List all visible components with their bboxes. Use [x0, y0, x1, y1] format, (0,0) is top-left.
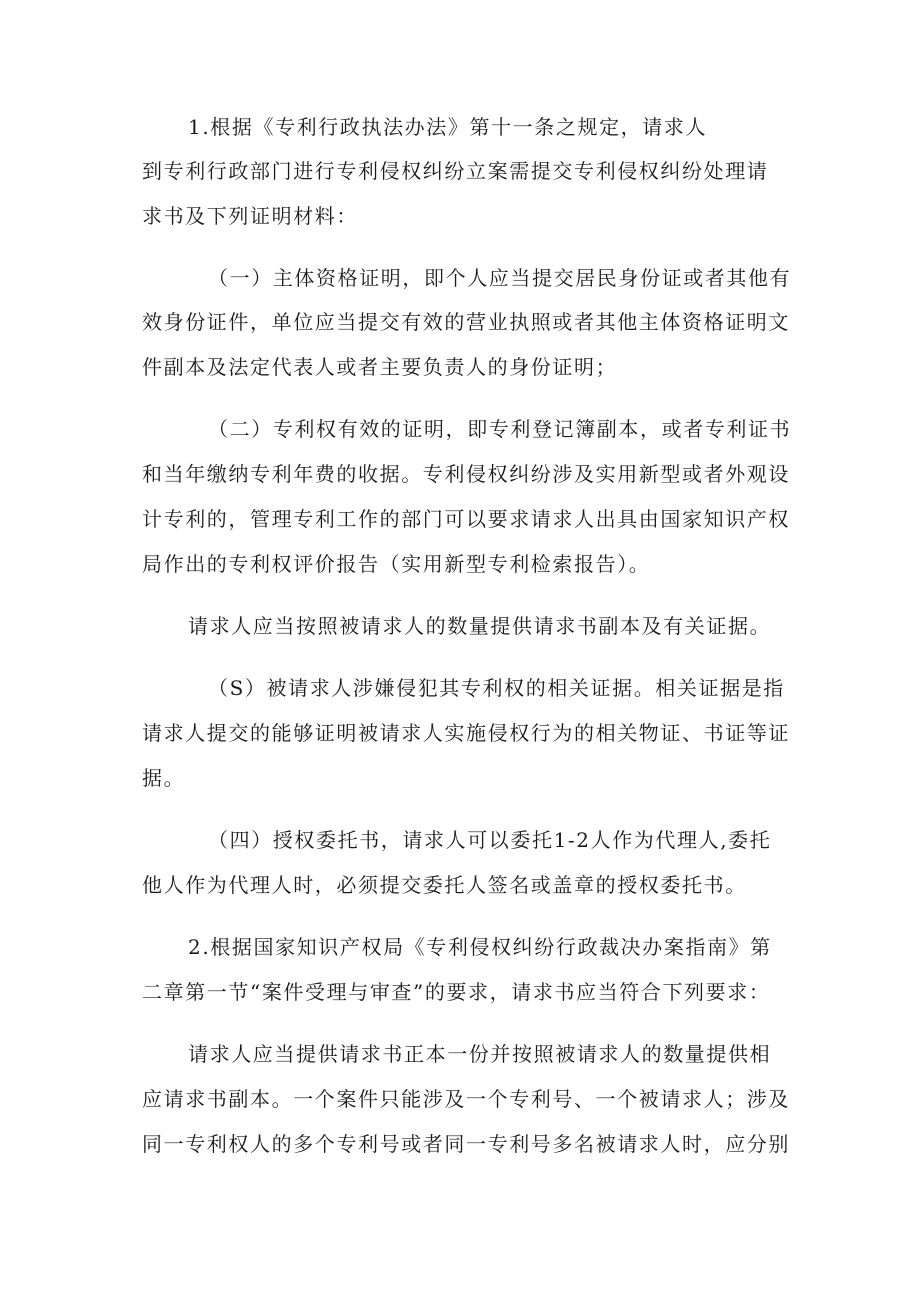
- paragraph-1-line-2: 到专利行政部门进行专利侵权纠纷立案需提交专利侵权纠纷处理请: [142, 159, 769, 183]
- paragraph-1-line-1: 1.根据《专利行政执法办法》第十一条之规定，请求人: [188, 115, 708, 139]
- paragraph-6-line-2: 他人作为代理人时，必须提交委托人签名或盖章的授权委托书。: [142, 873, 747, 897]
- paragraph-4-line-1: 请求人应当按照被请求人的数量提供请求书副本及有关证据。: [188, 614, 772, 638]
- paragraph-7-line-1: 2.根据国家知识产权局《专利侵权纠纷行政裁决办案指南》第: [188, 935, 772, 959]
- paragraph-8-line-3: 同一专利权人的多个专利号或者同一专利号多名被请求人时，应分别: [142, 1132, 790, 1156]
- paragraph-5-line-1: （S）被请求人涉嫌侵犯其专利权的相关证据。相关证据是指: [208, 676, 785, 700]
- paragraph-8-line-2: 应请求书副本。一个案件只能涉及一个专利号、一个被请求人；涉及: [142, 1087, 790, 1111]
- paragraph-2-line-1: （一）主体资格证明，即个人应当提交居民身份证或者其他有: [208, 266, 792, 290]
- paragraph-5-line-3: 据。: [142, 766, 186, 790]
- paragraph-8-line-1: 请求人应当提供请求书正本一份并按照被请求人的数量提供相: [188, 1042, 772, 1066]
- paragraph-3-line-2: 和当年缴纳专利年费的收据。专利侵权纠纷涉及实用新型或者外观设: [142, 462, 790, 486]
- paragraph-1-line-3: 求书及下列证明材料：: [142, 204, 358, 228]
- paragraph-3-line-4: 局作出的专利权评价报告（实用新型专利检索报告）。: [142, 552, 651, 576]
- paragraph-6-line-1: （四）授权委托书，请求人可以委托1-2人作为代理人,委托: [208, 828, 772, 852]
- paragraph-7-line-2: 二章第一节“案件受理与审查”的要求，请求书应当符合下列要求：: [142, 980, 771, 1004]
- paragraph-3-line-3: 计专利的，管理专利工作的部门可以要求请求人出具由国家知识产权: [142, 507, 790, 531]
- paragraph-3-line-1: （二）专利权有效的证明，即专利登记簿副本，或者专利证书: [208, 417, 792, 441]
- paragraph-2-line-2: 效身份证件，单位应当提交有效的营业执照或者其他主体资格证明文: [142, 310, 790, 334]
- paragraph-2-line-3: 件副本及法定代表人或者主要负责人的身份证明；: [142, 355, 618, 379]
- paragraph-5-line-2: 请求人提交的能够证明被请求人实施侵权行为的相关物证、书证等证: [142, 721, 790, 745]
